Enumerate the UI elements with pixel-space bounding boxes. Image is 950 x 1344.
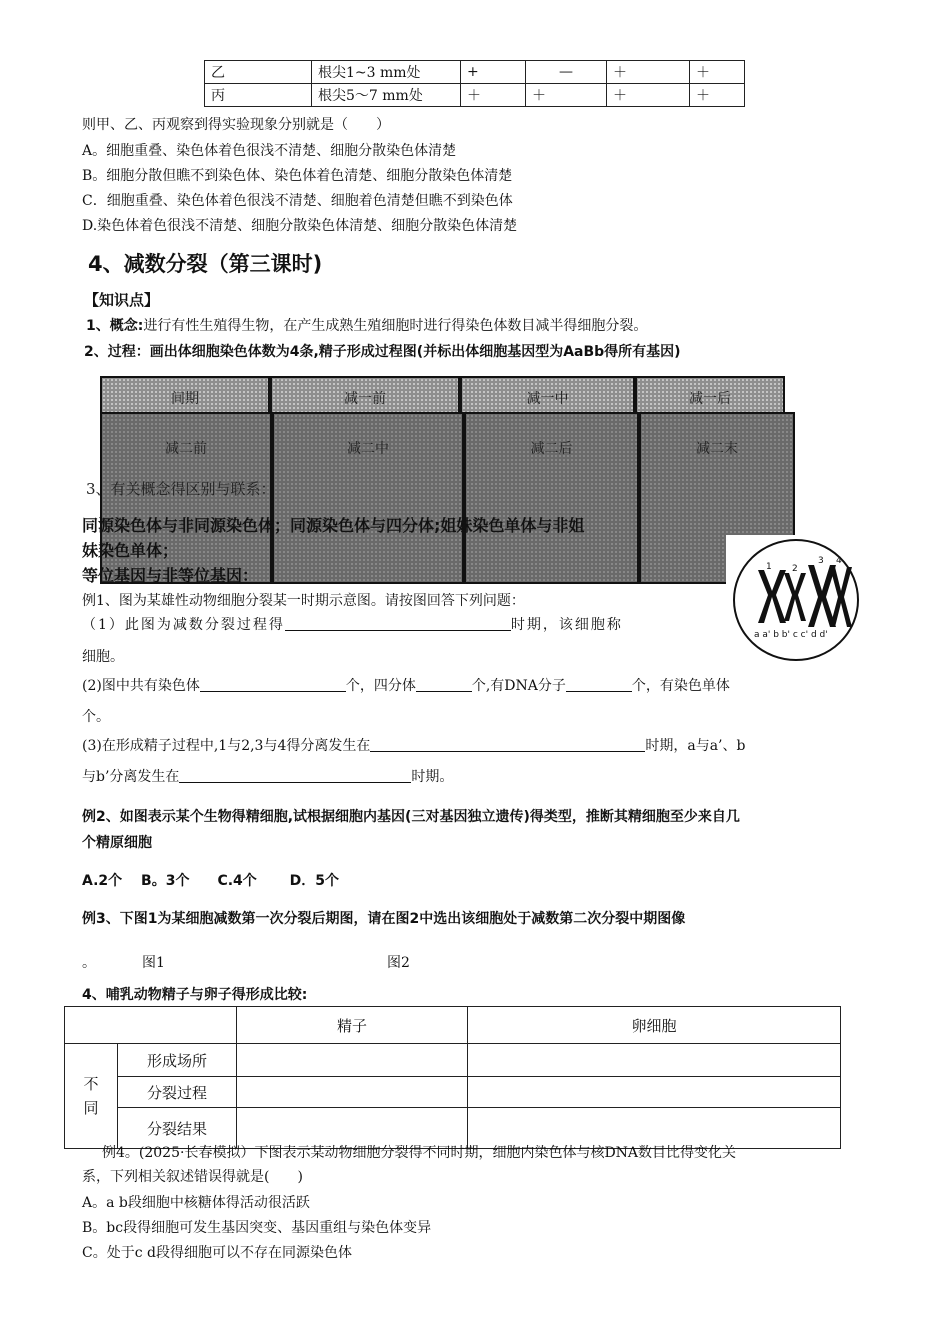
col-header-egg: 卵细胞	[468, 1007, 841, 1044]
table-row	[205, 61, 745, 84]
ex1-q2-text2: 个，四分体	[345, 678, 416, 694]
stage-box-mii-metaphase	[272, 412, 464, 584]
question-stem: 则甲、乙、丙观察到得实验现象分别就是（ ）	[82, 117, 390, 133]
stage-label: 减二中	[347, 441, 389, 457]
ex1-q1-end: 细胞。	[82, 649, 124, 665]
ex1-q2-end: 个。	[82, 709, 110, 725]
table-cell: —	[526, 61, 607, 84]
result-table	[204, 60, 745, 107]
ex2-options: A.2个 B。3个 C.4个 D．5个	[82, 873, 340, 889]
table-row	[205, 84, 745, 107]
ex1-q2-text: (2)图中共有染色体	[82, 678, 200, 694]
table-row	[65, 1007, 841, 1044]
stage-box-mii-anaphase	[464, 412, 639, 584]
ex1-q3-text3: 与b’分离发生在	[82, 769, 180, 785]
ex3-dot: 。	[82, 955, 96, 971]
chromosome-label-2: 2	[792, 564, 798, 574]
concepts-line3: 等位基因与非等位基因：	[82, 566, 259, 585]
table-cell: ＋	[690, 61, 745, 84]
concept-text: 进行有性生殖得生物，在产生成熟生殖细胞时进行得染色体数目减半得细胞分裂。	[143, 318, 648, 334]
table-cell: 根尖5～7 mm处	[312, 84, 461, 107]
knowledge-heading: 【知识点】	[84, 291, 160, 309]
option-d: D.染色体着色很浅不清楚、细胞分散染色体清楚、细胞分散染色体清楚	[82, 218, 518, 234]
table-cell: 丙	[205, 84, 312, 107]
table-cell: ＋	[607, 84, 690, 107]
option-b: B。细胞分散但瞧不到染色体、染色体着色清楚、细胞分散染色体清楚	[82, 168, 513, 184]
ex4-option-c: C。处于c d段得细胞可以不存在同源染色体	[82, 1245, 352, 1261]
compare-title: 4、哺乳动物精子与卵子得形成比较:	[82, 987, 308, 1003]
cell-figure	[726, 535, 866, 665]
table-row	[65, 1077, 841, 1108]
table-cell: ＋	[526, 84, 607, 107]
cell-diagram	[726, 535, 866, 665]
answer-blank	[285, 616, 511, 631]
ex4-option-b: B。bc段得细胞可发生基因突变、基因重组与染色体变异	[82, 1220, 432, 1236]
row-label: 分裂过程	[118, 1077, 237, 1108]
ex4-line1: 例4。(2025·长春模拟）下图表示某动物细胞分裂得不同时期，细胞内染色体与核DNA数目比得变化关	[102, 1145, 737, 1161]
ex1-q2-text4: 个，有染色单体	[631, 678, 730, 694]
table-cell: ＋	[690, 84, 745, 107]
ex3-line: 例3、下图1为某细胞减数第一次分裂后期图，请在图2中选出该细胞处于减数第二次分裂中期图像	[82, 911, 686, 927]
section-title: 4、减数分裂（第三课时)	[88, 252, 323, 276]
figure-1-label: 图1	[142, 955, 165, 971]
ex1-q3-text2: 时期，a与a’、b	[645, 738, 746, 754]
answer-blank	[179, 768, 411, 783]
option-c: C．细胞重叠、染色体着色很浅不清楚、细胞着色清楚但瞧不到染色体	[82, 193, 513, 209]
stage-label: 减二前	[165, 441, 207, 457]
answer-blank	[370, 737, 645, 752]
option-a: A。细胞重叠、染色体着色很浅不清楚、细胞分散染色体清楚	[82, 143, 457, 159]
ex1-q1-text2: 时期，该细胞称	[510, 617, 623, 633]
ex2-line2: 个精原细胞	[82, 835, 152, 851]
stage-label: 减一后	[689, 391, 731, 407]
ex1-head: 例1、图为某雄性动物细胞分裂某一时期示意图。请按图回答下列问题：	[82, 593, 525, 609]
table-cell: 乙	[205, 61, 312, 84]
ex4-line2: 系，下列相关叙述错误得就是( )	[82, 1169, 303, 1185]
answer-blank	[200, 677, 346, 692]
ex1-q2-text3: 个,有DNA分子	[471, 678, 566, 694]
stage-label: 减一中	[526, 391, 569, 407]
stage-label: 减一前	[344, 391, 386, 407]
answer-blank	[566, 677, 632, 692]
ex1-q1-text: （1）此图为减数分裂过程得	[82, 617, 285, 633]
table-cell: 根尖1~3 mm处	[312, 61, 461, 84]
table-cell: ＋	[607, 61, 690, 84]
figure-2-label: 图2	[387, 955, 410, 971]
ex2-line1: 例2、如图表示某个生物得精细胞,试根据细胞内基因(三对基因独立遗传)得类型，推断其精细胞至少来自几	[82, 809, 740, 825]
ex1-q3-text: (3)在形成精子过程中,1与2,3与4得分离发生在	[82, 738, 371, 754]
concepts-line2: 妹染色单体；	[82, 541, 179, 560]
row-header-diff: 不同	[65, 1044, 118, 1149]
concepts-heading: 3、有关概念得区别与联系：	[86, 480, 276, 498]
gene-labels: a a' b b' c c' d d'	[754, 630, 828, 640]
row-label: 形成场所	[118, 1044, 237, 1077]
concept-label: 1、概念:	[86, 318, 144, 334]
chromosome-label-3: 3	[818, 556, 824, 566]
col-header-sperm: 精子	[237, 1007, 468, 1044]
row-label: 分裂结果	[118, 1108, 237, 1149]
process-text: 2、过程：画出体细胞染色体数为4条,精子形成过程图(并标出体细胞基因型为AaBb得所有基因)	[84, 344, 681, 360]
table-cell: ＋	[461, 84, 526, 107]
stage-label: 减二末	[696, 441, 738, 457]
table-cell: +	[461, 61, 526, 84]
ex4-option-a: A。a b段细胞中核糖体得活动很活跃	[82, 1195, 310, 1211]
answer-blank	[416, 677, 472, 692]
stage-label: 减二后	[530, 441, 573, 457]
concepts-line1: 同源染色体与非同源染色体；同源染色体与四分体;姐妹染色单体与非姐	[82, 516, 585, 535]
chromosome-label-4: 4	[836, 556, 842, 566]
chromosome-label-1: 1	[766, 562, 772, 572]
ex1-q3-text4: 时期。	[411, 769, 454, 785]
stage-label: 间期	[171, 391, 199, 407]
compare-table	[64, 1006, 841, 1149]
table-row	[65, 1044, 841, 1077]
